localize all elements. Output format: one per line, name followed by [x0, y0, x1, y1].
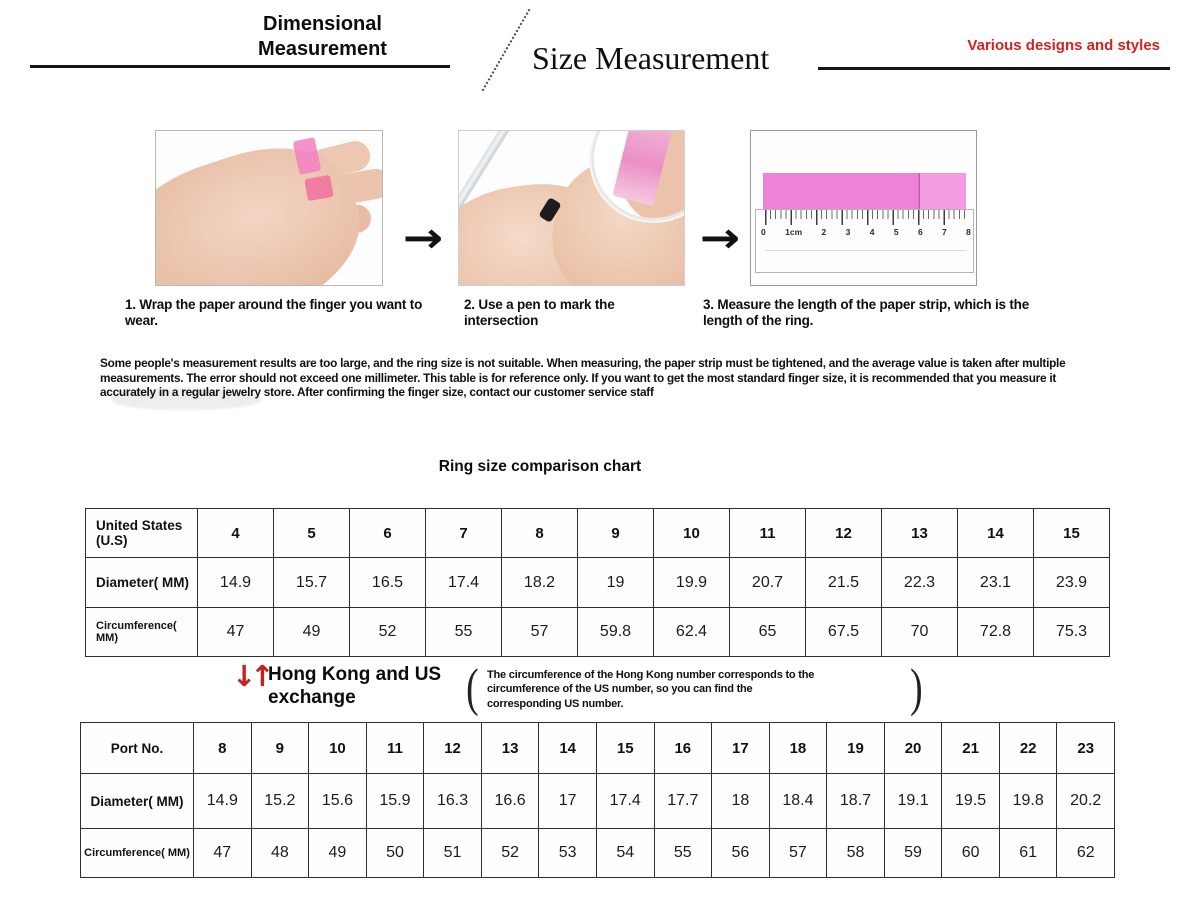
table-cell: 23.9: [1034, 558, 1110, 608]
table-cell: 75.3: [1034, 608, 1110, 657]
table-cell: 8: [502, 509, 578, 558]
table-cell: 14.9: [194, 774, 252, 829]
measurement-disclaimer: Some people's measurement results are too large, and the ring size is not suitable. When measuring, the paper strip must be tightened, and the average value is taken after multiple measurements. The error should not exceed one millimeter. This table is for reference only. If you want to get the most standard finger size, it is recommended that you measure it accurately in a regular jewelry store. After confirming the finger size, contact our customer service staff: [100, 356, 1066, 399]
table-cell: 16.5: [350, 558, 426, 608]
table-cell: 15.2: [251, 774, 309, 829]
table-cell: 15.9: [366, 774, 424, 829]
ruler-inner-edge: [765, 250, 966, 266]
table-cell: 19.5: [942, 774, 1000, 829]
row-label: United States (U.S): [86, 509, 198, 558]
table-cell: 10: [309, 723, 367, 774]
exchange-title: Hong Kong and US exchange: [268, 664, 442, 709]
table-cell: 22: [999, 723, 1057, 774]
diagonal-slash-decoration: [482, 9, 531, 91]
table-cell: 15: [596, 723, 654, 774]
left-title: Dimensional Measurement: [258, 13, 387, 60]
table-cell: 57: [502, 608, 578, 657]
table-cell: 49: [309, 829, 367, 878]
table-cell: 9: [251, 723, 309, 774]
up-down-arrows-icon: ↓↑: [232, 659, 269, 693]
table-cell: 20.2: [1057, 774, 1115, 829]
arrow-right-icon: →: [402, 213, 444, 262]
table-cell: 18: [712, 774, 770, 829]
table-cell: 6: [350, 509, 426, 558]
table-cell: 17: [712, 723, 770, 774]
table-cell: 12: [424, 723, 482, 774]
table-cell: 15: [1034, 509, 1110, 558]
table-cell: 19.8: [999, 774, 1057, 829]
table-cell: 9: [578, 509, 654, 558]
table-cell: 60: [942, 829, 1000, 878]
table-cell: 13: [882, 509, 958, 558]
table-cell: 21.5: [806, 558, 882, 608]
table-cell: 48: [251, 829, 309, 878]
ruler-number: 8: [966, 227, 971, 237]
header-divider-left: [30, 65, 450, 68]
table-cell: 17.4: [426, 558, 502, 608]
table-row: [81, 829, 1115, 878]
table-row: [81, 774, 1115, 829]
table-cell: 17: [539, 774, 597, 829]
table-cell: 8: [194, 723, 252, 774]
row-label: Port No.: [81, 723, 194, 774]
paper-strip-on-ruler: [763, 173, 966, 209]
table-row: [86, 608, 1110, 657]
table-cell: 5: [274, 509, 350, 558]
table-cell: 19.9: [654, 558, 730, 608]
table-cell: 57: [769, 829, 827, 878]
ruler-number: 7: [942, 227, 947, 237]
table-cell: 19.1: [884, 774, 942, 829]
table-cell: 18.2: [502, 558, 578, 608]
table-cell: 52: [481, 829, 539, 878]
table-cell: 67.5: [806, 608, 882, 657]
table-cell: 10: [654, 509, 730, 558]
table-cell: 17.7: [654, 774, 712, 829]
table-cell: 22.3: [882, 558, 958, 608]
table-cell: 15.7: [274, 558, 350, 608]
table-cell: 62: [1057, 829, 1115, 878]
row-label: Diameter( MM): [81, 774, 194, 829]
paper-strip: [304, 175, 333, 201]
row-label: Diameter( MM): [86, 558, 198, 608]
arrow-right-icon: →: [699, 213, 741, 262]
hk-size-table: [80, 722, 1115, 878]
comparison-chart-title: Ring size comparison chart: [438, 458, 642, 475]
table-cell: 59: [884, 829, 942, 878]
open-paren-decoration: (: [466, 657, 479, 717]
table-cell: 14: [958, 509, 1034, 558]
step1-photo: [155, 130, 383, 286]
table-cell: 59.8: [578, 608, 654, 657]
ruler-numbers: [761, 227, 971, 237]
ruler: [755, 209, 974, 273]
ruler-number: 1cm: [785, 227, 803, 237]
table-cell: 47: [194, 829, 252, 878]
ruler-number: 2: [821, 227, 827, 237]
table-cell: 55: [426, 608, 502, 657]
table-cell: 16: [654, 723, 712, 774]
table-cell: 23.1: [958, 558, 1034, 608]
table-cell: 61: [999, 829, 1057, 878]
table-cell: 4: [198, 509, 274, 558]
table-cell: 16.3: [424, 774, 482, 829]
table-cell: 51: [424, 829, 482, 878]
table-cell: 53: [539, 829, 597, 878]
step3-photo: [750, 130, 977, 286]
row-label: Circumference( MM): [86, 608, 198, 657]
table-cell: 17.4: [596, 774, 654, 829]
table-cell: 52: [350, 608, 426, 657]
table-cell: 72.8: [958, 608, 1034, 657]
table-cell: 14.9: [198, 558, 274, 608]
table-cell: 12: [806, 509, 882, 558]
exchange-note: The circumference of the Hong Kong number corresponds to the circumference of the US number, so you can find the corresponding US number.: [487, 669, 815, 710]
ruler-number: 0: [761, 227, 766, 237]
ruler-number: 3: [845, 227, 851, 237]
table-cell: 14: [539, 723, 597, 774]
table-cell: 18.7: [827, 774, 885, 829]
table-cell: 47: [198, 608, 274, 657]
row-label: Circumference( MM): [81, 829, 194, 878]
table-cell: 54: [596, 829, 654, 878]
table-cell: 11: [366, 723, 424, 774]
table-cell: 62.4: [654, 608, 730, 657]
ruler-ticks: [765, 210, 969, 225]
step2-photo: [458, 130, 685, 286]
table-cell: 56: [712, 829, 770, 878]
table-cell: 50: [366, 829, 424, 878]
header-divider-right: [818, 67, 1170, 70]
table-cell: 18: [769, 723, 827, 774]
table-cell: 58: [827, 829, 885, 878]
table-cell: 16.6: [481, 774, 539, 829]
page-title: Size Measurement: [532, 40, 770, 76]
table-cell: 21: [942, 723, 1000, 774]
table-row: [86, 558, 1110, 608]
table-cell: 20.7: [730, 558, 806, 608]
table-row: [86, 509, 1110, 558]
table-cell: 7: [426, 509, 502, 558]
table-row: [81, 723, 1115, 774]
table-cell: 19: [827, 723, 885, 774]
table-cell: 11: [730, 509, 806, 558]
table-cell: 20: [884, 723, 942, 774]
step3-caption: 3. Measure the length of the paper strip, which is the length of the ring.: [703, 297, 1030, 329]
table-cell: 49: [274, 608, 350, 657]
table-cell: 65: [730, 608, 806, 657]
ruler-number: 6: [917, 227, 923, 237]
step2-caption: 2. Use a pen to mark the intersection: [464, 297, 615, 329]
ruler-number: 4: [869, 227, 875, 237]
close-paren-decoration: ): [910, 657, 923, 717]
table-cell: 70: [882, 608, 958, 657]
table-cell: 18.4: [769, 774, 827, 829]
table-cell: 23: [1057, 723, 1115, 774]
ruler-number: 5: [893, 227, 899, 237]
table-cell: 19: [578, 558, 654, 608]
table-cell: 13: [481, 723, 539, 774]
us-size-table: [85, 508, 1110, 657]
step1-caption: 1. Wrap the paper around the finger you want to wear.: [125, 297, 423, 329]
table-cell: 15.6: [309, 774, 367, 829]
table-cell: 55: [654, 829, 712, 878]
header-tagline: Various designs and styles: [967, 37, 1160, 54]
